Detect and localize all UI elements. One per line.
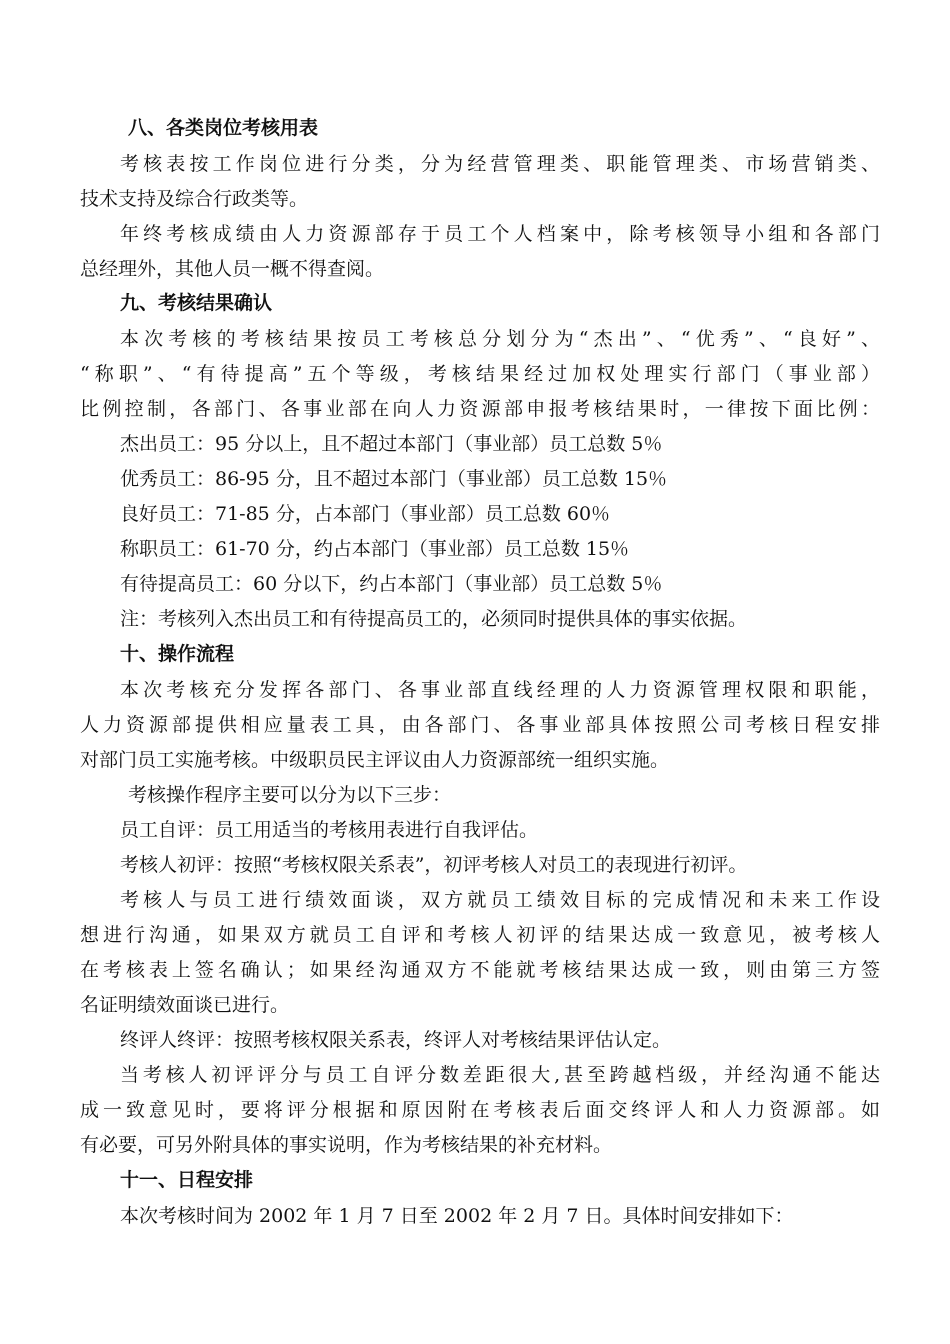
section-heading-10: 十、操作流程: [120, 643, 235, 665]
paragraph-line: 本次考核时间为 2002 年 1 月 7 日至 2002 年 2 月 7 日。具体时间安排如下：: [120, 1205, 794, 1227]
paragraph-line: 人力资源部提供相应量表工具，由各部门、各事业部具体按照公司考核日程安排: [80, 714, 880, 736]
paragraph-line: 比例控制，各部门、各事业部在向人力资源部申报考核结果时，一律按下面比例：: [80, 398, 880, 420]
paragraph-line: 名证明绩效面谈已进行。: [80, 994, 290, 1016]
paragraph-line: 本次考核的考核结果按员工考核总分划分为“杰出”、“优秀”、“良好”、: [120, 328, 880, 350]
section-heading-9: 九、考核结果确认: [120, 292, 273, 314]
paragraph-line: 技术支持及综合行政类等。: [80, 188, 309, 210]
paragraph-line: 有必要，可另外附具体的事实说明，作为考核结果的补充材料。: [80, 1134, 613, 1156]
paragraph-line: 本次考核充分发挥各部门、各事业部直线经理的人力资源管理权限和职能，: [120, 679, 880, 701]
paragraph-line: 考核人与员工进行绩效面谈，双方就员工绩效目标的完成情况和未来工作设: [120, 889, 880, 911]
grade-item: 优秀员工：86-95 分，且不超过本部门（事业部）员工总数 15％: [120, 468, 668, 490]
paragraph-line: 在考核表上签名确认；如果经沟通双方不能就考核结果达成一致，则由第三方签: [80, 959, 880, 981]
section-heading-8: 八、各类岗位考核用表: [128, 117, 319, 139]
grade-item: 称职员工：61-70 分，约占本部门（事业部）员工总数 15％: [120, 538, 630, 560]
paragraph-line: 当考核人初评评分与员工自评分数差距很大,甚至跨越档级，并经沟通不能达: [120, 1064, 880, 1086]
paragraph-line: 总经理外，其他人员一概不得查阅。: [80, 258, 385, 280]
note-line: 注：考核列入杰出员工和有待提高员工的，必须同时提供具体的事实依据。: [120, 608, 748, 630]
paragraph-line: 想进行沟通，如果双方就员工自评和考核人初评的结果达成一致意见，被考核人: [80, 924, 880, 946]
paragraph-line: 考核人初评：按照“考核权限关系表”，初评考核人对员工的表现进行初评。: [120, 854, 748, 876]
paragraph-line: 年终考核成绩由人力资源部存于员工个人档案中，除考核领导小组和各部门: [120, 223, 880, 245]
paragraph-line: 员工自评：员工用适当的考核用表进行自我评估。: [120, 819, 539, 841]
paragraph-line: 终评人终评：按照考核权限关系表，终评人对考核结果评估认定。: [120, 1029, 672, 1051]
grade-item: 杰出员工：95 分以上，且不超过本部门（事业部）员工总数 5％: [120, 433, 663, 455]
paragraph-line: “称职”、“有待提高”五个等级，考核结果经过加权处理实行部门（事业部）: [80, 363, 880, 385]
section-heading-11: 十一、日程安排: [120, 1169, 254, 1191]
paragraph-line: 考核表按工作岗位进行分类，分为经营管理类、职能管理类、市场营销类、: [120, 153, 880, 175]
paragraph-line: 成一致意见时，要将评分根据和原因附在考核表后面交终评人和人力资源部。如: [80, 1099, 880, 1121]
grade-item: 良好员工：71-85 分，占本部门（事业部）员工总数 60％: [120, 503, 611, 525]
paragraph-line: 对部门员工实施考核。中级职员民主评议由人力资源部统一组织实施。: [80, 749, 670, 771]
grade-item: 有待提高员工：60 分以下，约占本部门（事业部）员工总数 5％: [120, 573, 663, 595]
paragraph-line: 考核操作程序主要可以分为以下三步：: [128, 784, 452, 806]
